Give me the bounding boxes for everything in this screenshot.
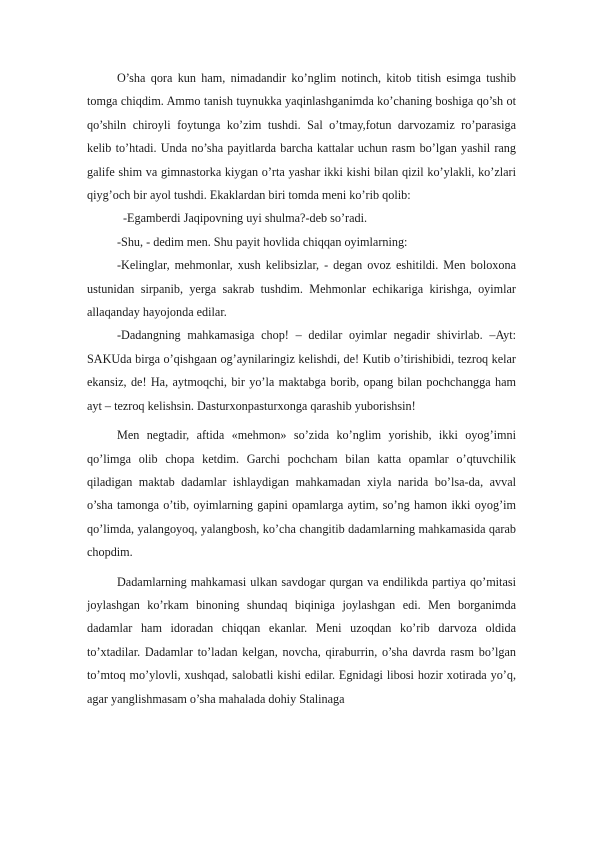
paragraph-3: -Shu, - dedim men. Shu payit hovlida chiqqan oyimlarning:: [117, 234, 408, 249]
paragraph-1: O’sha qora kun ham, nimadandir ko’nglim notinch, kitob titish esimga tushib tomga chiqdim. Ammo tanish tuynukka yaqinlashganimda ko’chaning boshiga qo’sh ot qo’shiln chiroyli foytunga ko’zim tushdi. Sal o’tmay,fotun darvozamiz ro’parasiga kelib to’htadi. Unda no’sha payitlarda barcha kattalar uchun rasm bo’lgan yashil rang galife shim va gimnastorka kiygan o’rta yashar ikki kishi bilan qizil ko’ylakli, ko’zlari qiyg’och bir ayol tushdi. Ekaklardan biri tomda meni ko’rib qolib:: [87, 71, 516, 203]
paragraph-7: Dadamlarning mahkamasi ulkan savdogar qurgan va endilikda partiya qo’mitasi joylashgan ko’rkam binoning shundaq biqiniga joylashgan edi. Men borganimda dadamlar ham idoradan chiqqan ekanlar. Meni uzoqdan ko’rib darvoza oldida to’xtadilar. Dadamlar to’ladan kelgan, novcha, qiraburrin, o’sha davrda rasm bo’lgan to’mtoq mo’ylovli, xushqad, salobatli kishi edilar. Egnidagi libosi hozir xotirada yo’q, agar yanglishmasam o’sha mahalada dohiy Stalinaga: [87, 574, 516, 706]
paragraph-5: -Dadangning mahkamasiga chop! – dedilar oyimlar negadir shivirlab. –Ayt: SAKUda birga o’qishgaan og’aynilaringiz kelishdi, de! Kutib o’tirishibidi, tezroq kelar ekansiz, de! Ha, aytmoqchi, bir yo’la maktabga borib, opang bilan pochchangga ham ayt – tezroq kelishsin. Dasturxonpasturxonga qarashib yuborishsin!: [87, 328, 516, 413]
paragraph-6: Men negtadir, aftida «mehmon» so’zida ko’nglim yorishib, ikki oyog’imni qo’limga olib chopa ketdim. Garchi pochcham bilan katta opamlar o’qtuvchilik qiladigan maktab dadamlar ishlaydigan mahkamadan xiyla narida bo’lsa-da, avval o’sha tamonga o’tib, oyimlarning gapini opamlarga aytim, so’ng hamon ikki oyog’im qo’limda, yalangoyoq, yalangbosh, ko’cha changitib dadamlarning mahkamasida qarab chopdim.: [87, 428, 516, 560]
paragraph-4: -Kelinglar, mehmonlar, xush kelibsizlar, - degan ovoz eshitildi. Men boloxona ustunidan sirpanib, yerga sakrab tushdim. Mehmonlar echikariga kirishga, oyimlar allaqanday hayojonda edilar.: [87, 258, 516, 320]
document-body: [87, 67, 516, 711]
paragraph-2: -Egamberdi Jaqipovning uyi shulma?-deb so’radi.: [123, 211, 368, 226]
